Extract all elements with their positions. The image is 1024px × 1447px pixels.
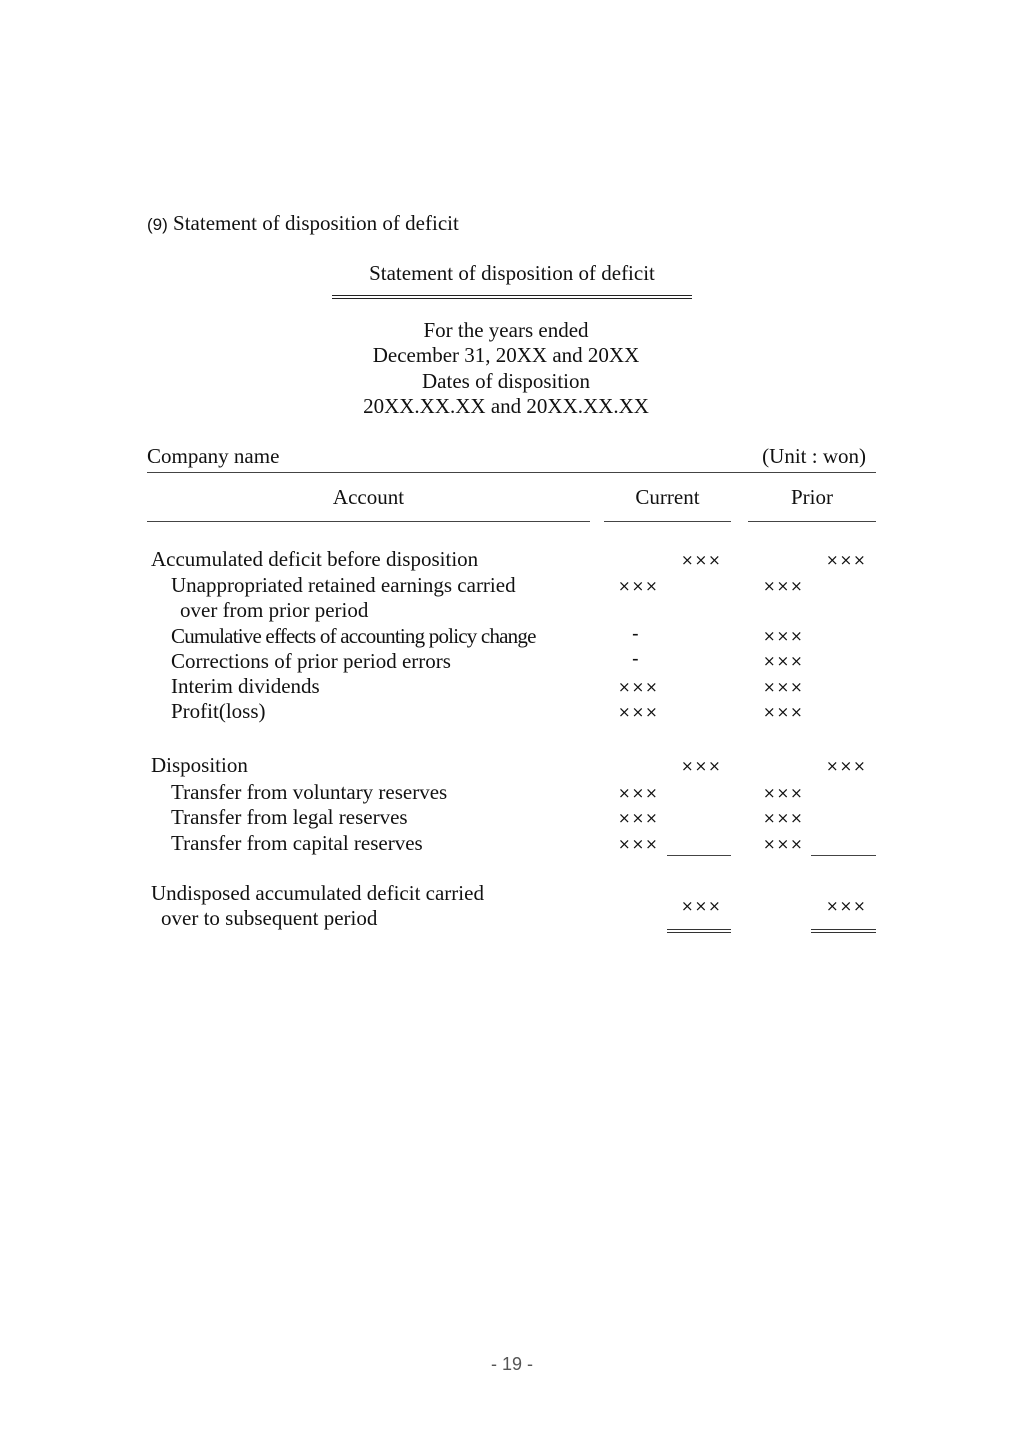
row-label-profit-loss: Profit(loss) [171,699,266,723]
value-prior-detail: ××× [763,784,804,802]
value-current-total: ××× [681,551,722,569]
value-prior-detail: ××× [763,678,804,696]
section-heading [147,211,459,236]
column-header-prior: Prior [791,485,833,509]
title-double-rule [332,295,692,299]
company-name: Company name [147,444,280,468]
statement-title: Statement of disposition of deficit [369,261,655,285]
row-label-undisposed-deficit-cont: over to subsequent period [161,906,378,930]
value-current-total: ××× [681,897,722,915]
row-label-capital-reserves: Transfer from capital reserves [171,831,423,855]
period-line: For the years ended [423,318,589,342]
row-label-disposition: Disposition [151,753,248,777]
value-prior-detail: ××× [763,577,804,595]
row-label-voluntary-reserves: Transfer from voluntary reserves [171,780,448,804]
section-title: Statement of disposition of deficit [173,211,459,235]
value-current-detail: - [632,648,639,670]
row-label-undisposed-deficit: Undisposed accumulated deficit carried [151,881,484,905]
row-label-cumulative-effects: Cumulative effects of accounting policy change [171,624,536,648]
row-label-legal-reserves: Transfer from legal reserves [171,805,408,829]
value-prior-total: ××× [826,897,867,915]
value-prior-detail: ××× [763,809,804,827]
value-current-detail: ××× [618,809,659,827]
row-label-accumulated-deficit: Accumulated deficit before disposition [151,547,479,571]
total-double-rule-prior [811,929,876,933]
value-current-detail: ××× [618,577,659,595]
value-prior-detail: ××× [763,652,804,670]
statement-period [280,318,732,419]
column-header-current: Current [635,485,700,509]
value-prior-total: ××× [826,551,867,569]
value-current-detail: ××× [618,784,659,802]
value-prior-detail: ××× [763,835,804,853]
period-line: December 31, 20XX and 20XX [372,343,640,368]
unit-label: (Unit : won) [762,444,866,468]
subtotal-rule-prior [811,855,876,856]
period-line: Dates of disposition [422,368,590,393]
value-current-total: ××× [681,757,722,775]
subtotal-rule-current [667,855,731,856]
value-current-detail: ××× [618,703,659,721]
value-prior-detail: ××× [763,703,804,721]
section-number: (9) [147,215,168,234]
header-rule-account [147,521,590,522]
row-label-corrections: Corrections of prior period errors [171,649,451,673]
value-prior-detail: ××× [763,627,804,645]
header-rule-current [604,521,731,522]
period-line: 20XX.XX.XX and 20XX.XX.XX [363,393,649,418]
row-label-unappropriated: Unappropriated retained earnings carried [171,573,516,597]
row-label-unappropriated-cont: over from prior period [180,598,369,622]
header-rule-prior [748,521,876,522]
value-current-detail: ××× [618,835,659,853]
value-current-detail: - [632,623,639,645]
table-top-rule [147,472,876,473]
row-label-interim-dividends: Interim dividends [171,674,320,698]
total-double-rule-current [667,929,731,933]
page-number: - 19 - [490,1354,533,1374]
value-prior-total: ××× [826,757,867,775]
value-current-detail: ××× [618,678,659,696]
column-header-account: Account [332,485,405,509]
